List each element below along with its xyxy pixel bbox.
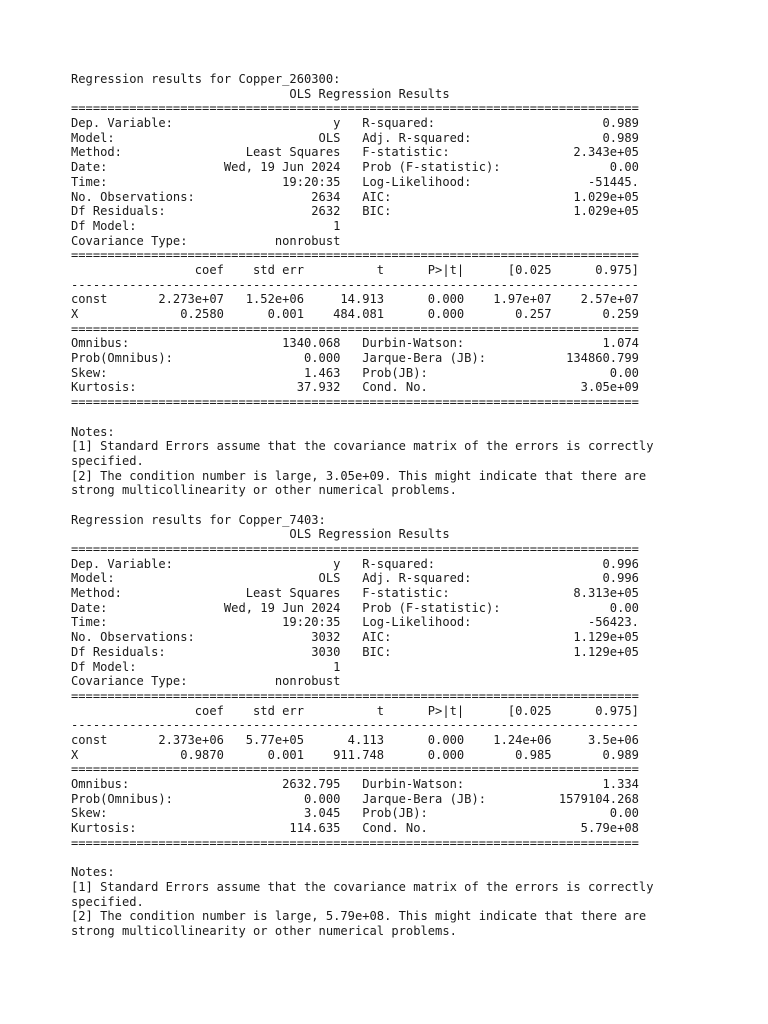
report-header: Regression results for Copper_260300: bbox=[71, 72, 341, 86]
diagnostic-row: Skew: 3.045 Prob(JB): 0.00 bbox=[71, 806, 639, 821]
blank-line bbox=[71, 410, 761, 425]
report-header: Regression results for Copper_7403: bbox=[71, 512, 326, 527]
coef-header-row: coef std err t P>|t| [0.025 0.975] bbox=[71, 262, 639, 277]
diagnostic-row: Prob(Omnibus): 0.000 Jarque-Bera (JB): 134860.799 bbox=[71, 351, 639, 366]
notes-section bbox=[71, 865, 761, 938]
regression-output-document bbox=[71, 72, 761, 939]
model-summary-table bbox=[71, 557, 761, 689]
model-summary-table bbox=[71, 116, 761, 248]
notes-line: [2] The condition number is large, 3.05e+09. This might indicate that there are bbox=[71, 468, 647, 483]
regression-report-1 bbox=[71, 72, 761, 498]
notes-line: strong multicollinearity or other numerical problems. bbox=[71, 923, 457, 938]
regression-report-2 bbox=[71, 513, 761, 939]
notes-line: Notes: bbox=[71, 424, 115, 439]
diagnostic-row: Omnibus: 1340.068 Durbin-Watson: 1.074 bbox=[71, 336, 639, 351]
diagnostic-row: Prob(Omnibus): 0.000 Jarque-Bera (JB): 1579104.268 bbox=[71, 791, 639, 806]
diagnostics-table bbox=[71, 336, 761, 395]
summary-row: Dep. Variable: y R-squared: 0.989 bbox=[71, 116, 639, 131]
coef-row: const 2.373e+06 5.77e+05 4.113 0.000 1.24e+06 3.5e+06 bbox=[71, 732, 639, 747]
notes-line: [2] The condition number is large, 5.79e+08. This might indicate that there are bbox=[71, 909, 647, 924]
separator-double: ============================================================================== bbox=[71, 762, 639, 777]
separator-double: ============================================================================== bbox=[71, 101, 639, 116]
notes-line: strong multicollinearity or other numerical problems. bbox=[71, 483, 457, 498]
notes-section bbox=[71, 425, 761, 498]
summary-row: Df Model: 1 bbox=[71, 218, 341, 233]
summary-row: Covariance Type: nonrobust bbox=[71, 233, 341, 248]
notes-line: specified. bbox=[71, 894, 144, 909]
summary-row: Method: Least Squares F-statistic: 8.313e+05 bbox=[71, 586, 639, 601]
summary-row: Time: 19:20:35 Log-Likelihood: -56423. bbox=[71, 615, 639, 630]
notes-line: [1] Standard Errors assume that the covariance matrix of the errors is correctly bbox=[71, 879, 654, 894]
summary-row: Dep. Variable: y R-squared: 0.996 bbox=[71, 556, 639, 571]
separator-double: ============================================================================== bbox=[71, 688, 639, 703]
summary-row: Model: OLS Adj. R-squared: 0.989 bbox=[71, 130, 639, 145]
separator-single: ------------------------------------------------------------------------------ bbox=[71, 277, 639, 292]
separator-double: ============================================================================== bbox=[71, 395, 639, 410]
coef-row: X 0.9870 0.001 911.748 0.000 0.985 0.989 bbox=[71, 747, 639, 762]
blank-line bbox=[71, 850, 761, 865]
summary-row: No. Observations: 2634 AIC: 1.029e+05 bbox=[71, 189, 639, 204]
summary-row: Df Residuals: 3030 BIC: 1.129e+05 bbox=[71, 644, 639, 659]
coefficients-table bbox=[71, 704, 761, 763]
summary-row: Covariance Type: nonrobust bbox=[71, 674, 341, 689]
diagnostic-row: Kurtosis: 37.932 Cond. No. 3.05e+09 bbox=[71, 380, 639, 395]
summary-row: Method: Least Squares F-statistic: 2.343e+05 bbox=[71, 145, 639, 160]
notes-line: specified. bbox=[71, 453, 144, 468]
separator-single: ------------------------------------------------------------------------------ bbox=[71, 718, 639, 733]
report-title: OLS Regression Results bbox=[71, 527, 450, 542]
blank-line bbox=[71, 498, 761, 513]
separator-double: ============================================================================== bbox=[71, 321, 639, 336]
summary-row: Df Residuals: 2632 BIC: 1.029e+05 bbox=[71, 204, 639, 219]
summary-row: Df Model: 1 bbox=[71, 659, 341, 674]
summary-row: Model: OLS Adj. R-squared: 0.996 bbox=[71, 571, 639, 586]
summary-row: Date: Wed, 19 Jun 2024 Prob (F-statistic): 0.00 bbox=[71, 160, 639, 175]
diagnostic-row: Skew: 1.463 Prob(JB): 0.00 bbox=[71, 365, 639, 380]
separator-double: ============================================================================== bbox=[71, 835, 639, 850]
report-title: OLS Regression Results bbox=[71, 86, 450, 101]
separator-double: ============================================================================== bbox=[71, 248, 639, 263]
coef-header-row: coef std err t P>|t| [0.025 0.975] bbox=[71, 703, 639, 718]
summary-row: Time: 19:20:35 Log-Likelihood: -51445. bbox=[71, 174, 639, 189]
summary-row: Date: Wed, 19 Jun 2024 Prob (F-statistic): 0.00 bbox=[71, 600, 639, 615]
coefficients-table bbox=[71, 263, 761, 322]
notes-line: Notes: bbox=[71, 865, 115, 880]
separator-double: ============================================================================== bbox=[71, 542, 639, 556]
coef-row: X 0.2580 0.001 484.081 0.000 0.257 0.259 bbox=[71, 307, 639, 321]
diagnostic-row: Omnibus: 2632.795 Durbin-Watson: 1.334 bbox=[71, 777, 639, 791]
diagnostics-table bbox=[71, 777, 761, 836]
diagnostic-row: Kurtosis: 114.635 Cond. No. 5.79e+08 bbox=[71, 821, 639, 836]
summary-row: No. Observations: 3032 AIC: 1.129e+05 bbox=[71, 630, 639, 645]
notes-line: [1] Standard Errors assume that the covariance matrix of the errors is correctly bbox=[71, 439, 654, 454]
coef-row: const 2.273e+07 1.52e+06 14.913 0.000 1.97e+07 2.57e+07 bbox=[71, 292, 639, 307]
